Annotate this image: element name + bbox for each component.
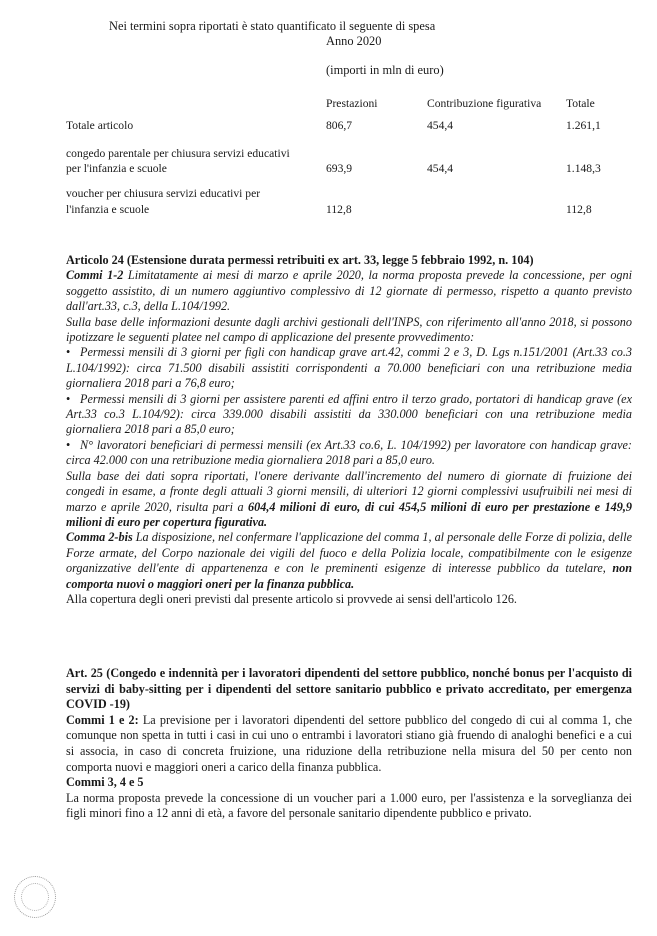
bullet-icon: • bbox=[66, 437, 71, 452]
comma-2bis-text: La disposizione, nel confermare l'applicazione del comma 1, al personale delle Forze di polizia, delle Forze armate, del Corpo nazionale dei vigili del fuoco e della Polizia locale, compatibilmente con le esigenze organizzative dell'ente di appartenenza e con le preminenti esigenze di interesse pubblico da tutelare, bbox=[66, 530, 632, 576]
table-row-label: voucher per chiusura servizi educativi per bbox=[66, 187, 261, 200]
article-24-heading: Articolo 24 (Estensione durata permessi retribuiti ex art. 33, legge 5 febbraio 1992, n. 104) bbox=[66, 253, 534, 267]
art25-commi-3-4-5-label: Commi 3, 4 e 5 bbox=[66, 775, 144, 790]
table-cell-prestazioni: 112,8 bbox=[326, 203, 352, 216]
table-cell-prestazioni: 693,9 bbox=[326, 162, 353, 175]
column-header-prestazioni: Prestazioni bbox=[326, 97, 378, 110]
art25-commi-1-2-paragraph bbox=[66, 713, 632, 775]
commi-1-2-text: Limitatamente ai mesi di marzo e aprile 2020, la norma proposta prevede la concessione, per ogni soggetto assistito, di un numero aggiuntivo complessivo di 12 giornate di permesso, rispetto a quanto previsto dall'art.33, c.3, della L.104/1992. bbox=[66, 268, 632, 314]
table-row-label-cont: l'infanzia e scuole bbox=[66, 203, 150, 216]
bullet-text: Permessi mensili di 3 giorni per figli con handicap grave art.42, commi 2 e 3, D. Lgs n.151/2001 (Art.33 co.3 L.104/1992): circa 71.500 disabili assistiti corrispondenti a 70.000 beneficiari con una retribuzione media giornaliera 2018 pari a 76,8 euro; bbox=[66, 345, 632, 391]
table-cell-contribuzione: 454,4 bbox=[427, 162, 454, 175]
bullet-icon: • bbox=[66, 391, 71, 406]
bullet-item bbox=[66, 345, 632, 391]
table-cell-totale: 112,8 bbox=[566, 203, 592, 216]
table-row-label-cont: per l'infanzia e scuole bbox=[66, 162, 167, 175]
article-25-heading: Art. 25 (Congedo e indennità per i lavoratori dipendenti del settore pubblico, nonché bonus per l'acquisto di servizi di baby-sitting per i dipendenti del settore sanitario pubblico e privato accreditato, per emergenza COVID -19) bbox=[66, 666, 632, 712]
commi-1-2-paragraph bbox=[66, 268, 632, 314]
article-24 bbox=[66, 253, 632, 607]
table-cell-contribuzione: 454,4 bbox=[427, 119, 454, 132]
art25-commi-3-4-5-text: La norma proposta prevede la concessione di un voucher pari a 1.000 euro, per l'assistenza e la sorveglianza dei figli minori fino a 12 anni di età, a favore del personale sanitario dipendente pubblico e privato. bbox=[66, 790, 632, 821]
column-header-contribuzione: Contribuzione figurativa bbox=[427, 97, 542, 110]
basis-paragraph: Sulla base delle informazioni desunte dagli archivi gestionali dell'INPS, con riferimento all'anno 2018, si possono ipotizzare le seguenti platee nel campo di applicazione del presente provvedimento: bbox=[66, 314, 632, 345]
bullet-icon: • bbox=[66, 345, 71, 360]
commi-1-2-label: Commi 1-2 bbox=[66, 268, 124, 283]
bullet-item bbox=[66, 392, 632, 438]
onere-paragraph bbox=[66, 469, 632, 531]
bullet-text: N° lavoratori beneficiari di permessi mensili (ex Art.33 co.6, L. 104/1992) per lavoratore con handicap grave: circa 42.000 con una retribuzione media giornaliera 2018 pari a 85,0 euro. bbox=[66, 437, 632, 468]
table-cell-totale: 1.261,1 bbox=[566, 119, 601, 132]
article-25 bbox=[66, 666, 632, 822]
bullet-text: Permessi mensili di 3 giorni per assistere parenti ed affini entro il terzo grado, portatori di handicap grave (ex Art.33 co.3 L.104/92): circa 339.000 disabili assistiti da 330.000 beneficiari con una retribuzione media giornaliera 2018 pari a 85,0 euro; bbox=[66, 391, 632, 437]
table-row-label: Totale articolo bbox=[66, 119, 134, 132]
table-cell-prestazioni: 806,7 bbox=[326, 119, 353, 132]
comma-2bis-conclusion: non comporta nuovi o maggiori oneri per la finanza pubblica. bbox=[66, 561, 632, 591]
bullet-item bbox=[66, 438, 632, 469]
intro-text: Nei termini sopra riportati è stato quantificato il seguente di spesa bbox=[109, 19, 436, 33]
column-header-totale: Totale bbox=[566, 97, 595, 110]
onere-amount: 604,4 milioni di euro, di cui 454,5 milioni di euro per prestazione e 149,9 milioni di euro per copertura figurativa. bbox=[66, 499, 632, 529]
comma-2bis-label: Comma 2-bis bbox=[66, 530, 133, 545]
comma-2bis-paragraph bbox=[66, 530, 632, 592]
table-cell-totale: 1.148,3 bbox=[566, 162, 601, 175]
table-row-label: congedo parentale per chiusura servizi educativi bbox=[66, 147, 290, 160]
seal-stamp-icon bbox=[14, 876, 56, 918]
table-unit: (importi in mln di euro) bbox=[326, 63, 444, 77]
copertura-paragraph: Alla copertura degli oneri previsti dal presente articolo si provvede ai sensi dell'articolo 126. bbox=[66, 591, 517, 606]
art25-commi-1-2-label: Commi 1 e 2: bbox=[66, 712, 139, 727]
table-year: Anno 2020 bbox=[326, 34, 382, 48]
art25-commi-1-2-text: La previsione per i lavoratori dipendenti del settore pubblico del congedo di cui al comma 1, che comunque non spetta in tutti i casi in cui uno o entrambi i lavoratori stiano già fruendo di analoghi benefici e a cui si associa, in caso di concreta fruizione, una riduzione della retribuzione nella misura del 50 per cento non comporta nuovi e maggiori oneri a carico della finanza pubblica. bbox=[66, 712, 632, 774]
onere-text: Sulla base dei dati sopra riportati, l'onere derivante dall'incremento del numero di giornate di fruizione dei congedi in esame, a fronte degli attuali 3 giorni mensili, di ulteriori 12 giorni complessivi usufruibili nei mesi di marzo e aprile 2020, risulta pari a bbox=[66, 468, 632, 514]
